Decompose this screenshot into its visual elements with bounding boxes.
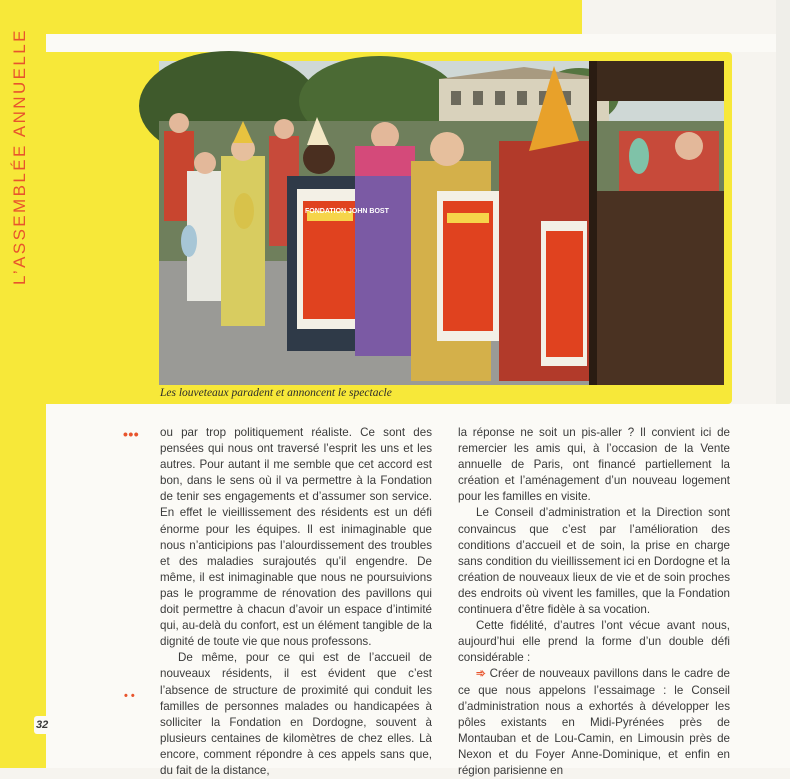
bullet-paragraph	[458, 666, 730, 779]
arrow-bullet-icon: ➾	[476, 667, 486, 681]
parade-photo-illustration	[159, 61, 724, 385]
white-divider-strip	[46, 34, 790, 52]
poster-text: FONDATION JOHN BOST	[305, 208, 389, 215]
text-column-2	[458, 425, 730, 777]
paragraph: ou par trop politiquement réaliste. Ce sont des pensées qui nous ont traversé l’esprit les uns et les autres. Pour autant il me semble que cet accord est bon, dans le sens où il va permettre à la Fondation de tenir ses engagements et d’assumer son service. En effet le vieillissement des résidents est un défi énorme pour les équipes. Il est inimaginable que nous n’anticipions pas l’alourdissement des troubles et des maladies surajoutés qu’il engendre. De même, il est inimaginable que nous ne poursuivions pas le programme de rénovation des pavillons qui doit permettre à chacun d’avoir un espace d’intimité qui, au-delà du confort, est un élément tangible de la dignité de toute vie que nous professons.	[160, 426, 432, 649]
bullet-text: Créer de nouveaux pavillons dans le cadre de ce que nous appelons l’essaimage : le Conseil d’administration nous a exhortés à développer les pôles existants en Midi-Pyrénées près de Montauban et de Lou-Camin, en Limousin près de Nexon et du Foyer Anne-Dominique, et enfin en région parisienne en	[458, 667, 730, 777]
paragraph: Cette fidélité, d’autres l’ont vécue avant nous, aujourd’hui elle prend la forme d’un double défi considérable :	[458, 619, 730, 665]
text-column-1	[160, 425, 432, 777]
photo-caption: Les louveteaux paradent et annoncent le spectacle	[160, 387, 392, 399]
yellow-top-band	[0, 0, 582, 34]
paragraph: la réponse ne soit un pis-aller ? Il convient ici de remercier les amis qui, à l’occasion de la Vente annuelle de Paris, ont financé partiellement la création et l’aménagement d’un nouveau logement pour les familles en visite.	[458, 426, 730, 504]
parade-photo	[159, 61, 724, 385]
section-title: L’ASSEMBLÉE ANNUELLE	[10, 28, 29, 285]
orange-dots-ornament: • •	[124, 690, 135, 702]
paragraph: De même, pour ce qui est de l’accueil de nouveaux résidents, il est évident que c’est l’absence de structure de proximité qui conduit les familles de personnes malades ou handicapées à solliciter la Fondation en Dordogne, souvent à plusieurs centaines de kilomètres de chez elles. Là encore, comment répondre à ces appels sans que, du fait de la distance,	[160, 651, 432, 777]
page-number: 32	[36, 719, 49, 731]
orange-bullet-ornament: •••	[123, 426, 140, 442]
paragraph: Le Conseil d’administration et la Direction sont convaincus que c’est par l’amélioration des conditions d’accueil et de soin, la prise en charge sans condition du vieillissement ici en Dordogne et la création de nouveaux lieux de vie et de soin proches des endroits où vivent les familles, que la Fondation continuera d’être fidèle à sa vocation.	[458, 506, 730, 617]
